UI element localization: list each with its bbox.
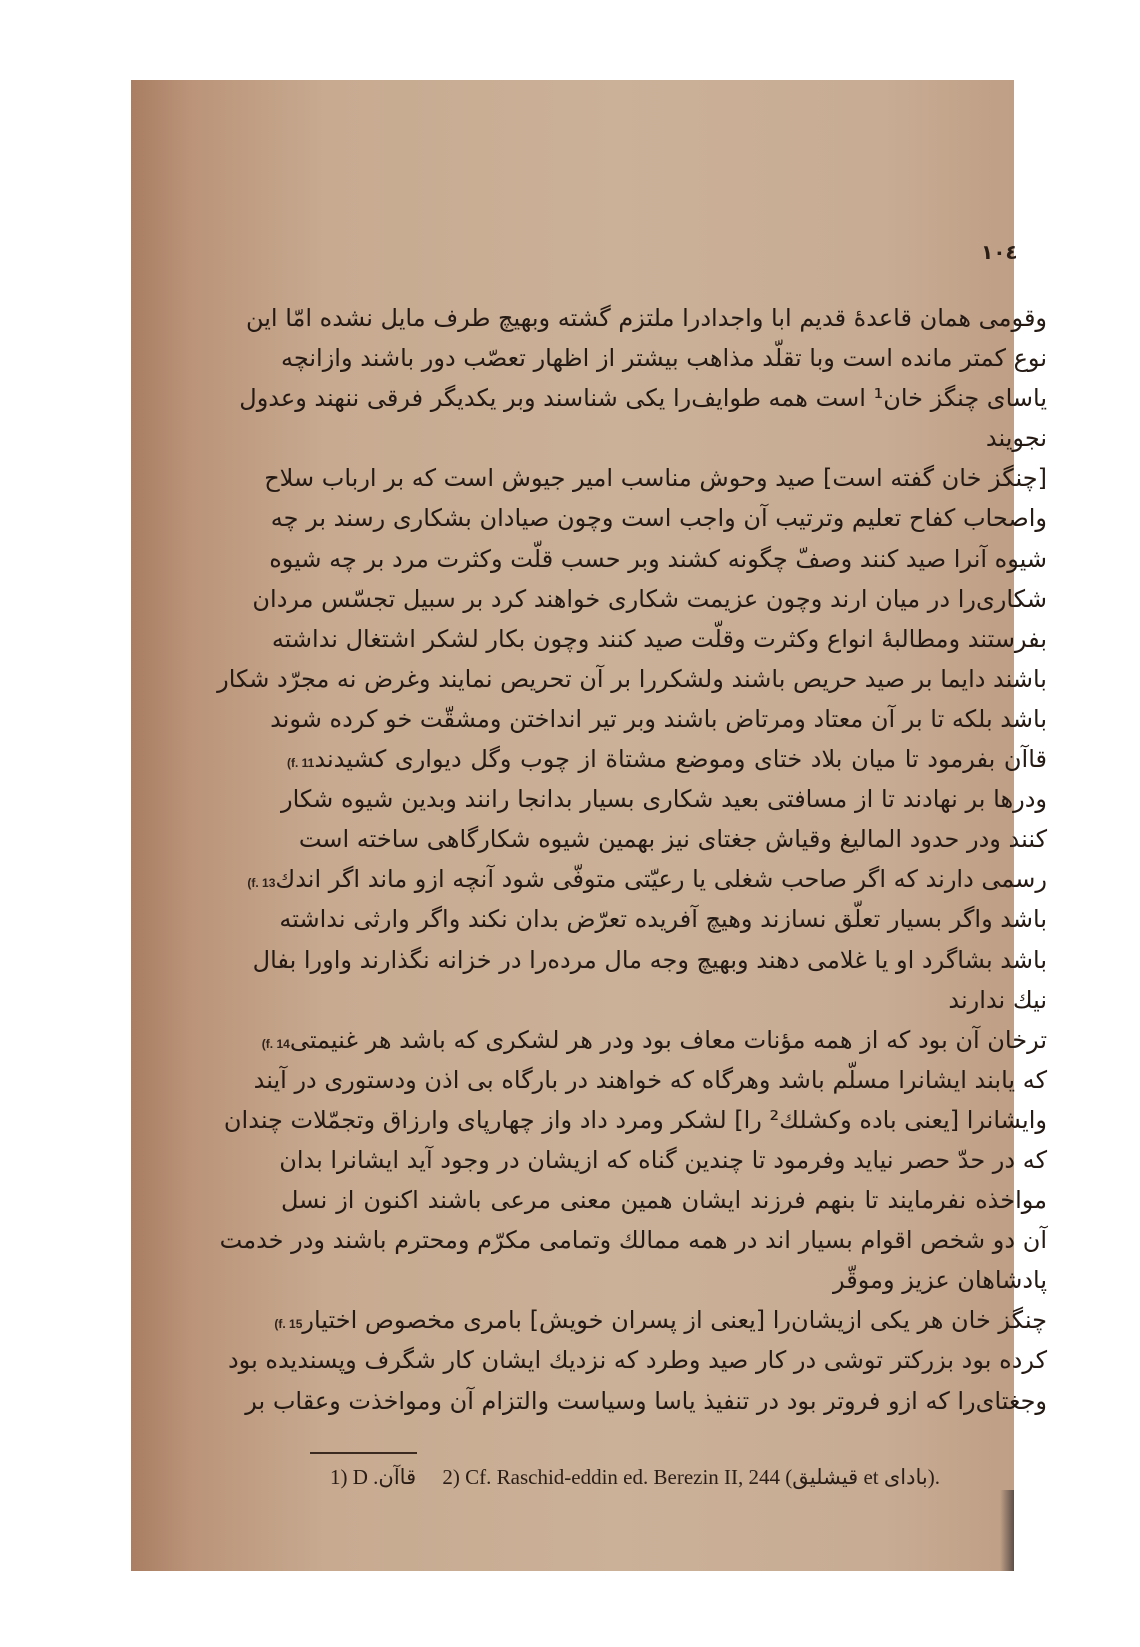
text-line [253,1060,1047,1100]
folio-reference: (f. 15 [274,1317,303,1332]
footnote-1-arabic: قاآن. [373,1465,417,1489]
text-line [217,659,1047,699]
text-line [281,418,1047,458]
text-line-content: ودرها بر نهادند تا از مسافتی بعید شکاری بسیار بدانجا رانند وبدین شیوه شکار [281,785,1047,814]
text-line [281,739,1047,779]
text-line [281,1260,1047,1300]
footnote-2 [442,1465,940,1489]
text-line-content: مواخذه نفرمایند تا بنهم فرزند ایشان همین معنی مرعی باشند اکنون از نسل [281,1186,1047,1215]
text-line-content: باشد بلکه تا بر آن معتاد ومرتاض باشند وبر تیر انداختن ومشقّت خو کرده شوند [270,704,1047,733]
text-line-content: نجویند [985,424,1047,453]
text-line [281,980,1047,1020]
text-line-content: ترخان آن بود که از همه مؤنات معاف بود ودر هر لشکری که باشد هر غنیمتی [289,1025,1047,1054]
text-line-content: آن دو شخص اقوام بسیار اند در همه ممالك وتمامی مکرّم ومحترم باشند ودر خدمت [219,1226,1047,1255]
text-line-content: وجغتای‌را که ازو فروتر بود در تنفیذ یاسا وسیاست والتزام آن ومواخذت وعقاب بر [245,1386,1047,1415]
footnotes [330,1465,1050,1490]
text-line-content: رسمی دارند که اگر صاحب شغلی یا رعیّتی متوفّی شود آنچه ازو ماند اگر اندك [275,865,1047,894]
text-line [245,298,1047,338]
text-line [270,498,1047,538]
page-number: ١٠٤ [981,240,1018,264]
text-line [281,899,1047,939]
text-line [252,940,1047,980]
text-line-content: بفرستند ومطالبهٔ انواع وکثرت وقلّت صید کنند وچون بکار لشکر اشتغال نداشته [271,624,1047,653]
book-page [131,80,1047,1571]
text-line [261,1020,1047,1060]
text-line-content: پادشاهان عزیز وموقّر [833,1266,1047,1295]
folio-reference: (f. 14 [261,1036,290,1051]
text-line-content: کرده بود بزرکتر توشی در کار صید وطرد که نزدیك ایشان کار شگرف وپسندیده بود [227,1346,1047,1375]
text-line-content: که در حدّ حصر نیاید وفرمود تا چندین گناه که ازیشان در وجود آید ایشانرا بدان [279,1145,1047,1174]
text-line-content: کنند ودر حدود المالیغ وقیاش جغتای نیز بهمین شیوه شکارگاهی ساخته است [298,825,1047,854]
text-line-content: باشند دایما بر صید حریص باشند ولشکررا بر آن تحریص نمایند وغرض نه مجرّد شکار [217,664,1047,693]
footnote-1 [330,1465,421,1489]
main-text [217,298,1047,1421]
text-line-content: شیوه آنرا صید کنند وصفّ چگونه کشند وبر حسب قلّت وکثرت مرد بر چه شیوه [269,544,1047,573]
text-line [281,819,1047,859]
text-line [239,378,1047,418]
text-line [245,1381,1047,1421]
text-line-content: باشد بشاگرد او یا غلامی دهند وبهیچ وجه مال مرده‌را در خزانه نگذارند واورا بفال [252,945,1047,974]
text-line [271,619,1047,659]
text-line-content: قاآن بفرمود تا میان بلاد ختای وموضع مشتاة از چوب وگل دیواری کشیدند [314,745,1047,774]
folio-reference: (f. 11 [287,756,315,771]
text-line-content: که یابند ایشانرا مسلّم باشد وهرگاه که خواهند در بارگاه بی اذن ودستوری در آیند [253,1065,1047,1094]
text-line-content: وایشانرا [یعنی باده وکشلك² را] لشکر ومرد داد واز چهارپای وارزاق وتجمّلات چندان [223,1105,1047,1134]
text-line [247,859,1047,899]
text-line [281,779,1047,819]
text-line [270,699,1047,739]
text-line-content: واصحاب کفاح تعلیم وترتیب آن واجب است وچون صیادان بشکاری رسند بر چه [270,504,1047,533]
text-line-content: وقومی همان قاعدهٔ قدیم ابا واجدادرا ملتزم گشته وبهیچ طرف مایل نشده امّا این [245,304,1047,332]
text-line [281,1140,1047,1180]
text-line-content: چنگز خان هر یکی ازیشان‌را [یعنی از پسران خویش] بامری مخصوص اختیار [302,1306,1047,1335]
footnote-2-mid: et [858,1465,884,1489]
footnote-2-arabic-a: قیشلیق [792,1465,859,1489]
text-line [274,1300,1047,1340]
footnote-1-prefix: 1) D [330,1465,368,1489]
text-line [264,458,1047,498]
text-line [227,1340,1047,1380]
footnote-divider [310,1452,417,1454]
page-edge-shadow [1000,1490,1014,1571]
text-line [219,1220,1047,1260]
text-line [223,1100,1047,1140]
text-line [281,338,1047,378]
footnote-2-arabic-b: بادای [883,1465,928,1489]
text-line [252,579,1047,619]
text-line-content: نیك ندارند [948,985,1047,1014]
text-line-content: [چنگز خان گفته است] صید وحوش مناسب امیر جیوش است که بر ارباب سلاح [264,464,1047,493]
text-line-content: شکاری‌را در میان ارند وچون عزیمت شکاری خواهند کرد بر سبیل تجسّس مردان [252,584,1047,613]
text-line-content: نوع کمتر مانده است وبا تقلّد مذاهب بیشتر از اظهار تعصّب دور باشند وازانچه [281,344,1047,373]
footnote-2-prefix: 2) Cf. Raschid-eddin ed. Berezin II, 244 ( [442,1465,793,1489]
folio-reference: (f. 13 [247,876,276,891]
text-line-content: یاسای چنگز خان¹ است همه طوایف‌را یکی شناسند وبر یکدیگر فرقی ننهند وعدول [239,384,1047,413]
text-line [281,1180,1047,1220]
text-line [269,539,1047,579]
text-line-content: باشد واگر بسیار تعلّق نسازند وهیچ آفریده تعرّض بدان نکند واگر وارثی نداشته [279,905,1047,934]
footnote-2-suffix: ). [927,1465,940,1489]
